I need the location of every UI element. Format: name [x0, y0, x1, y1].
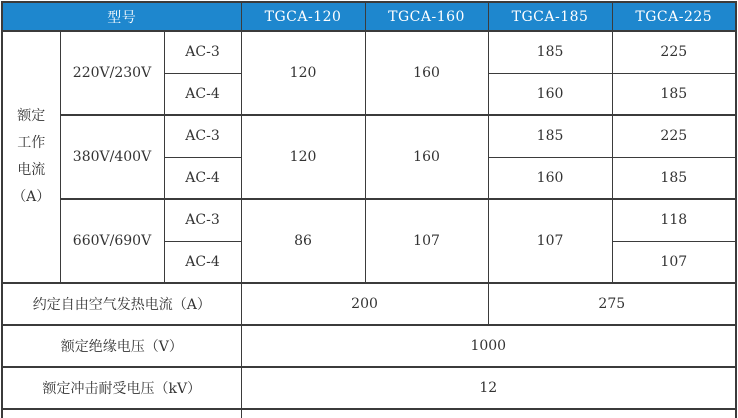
partial-label-cell: [2, 409, 241, 418]
current-value-cell: 225: [612, 115, 736, 157]
current-value-cell: 120: [241, 31, 365, 115]
ac-class-cell: AC-3: [164, 31, 241, 73]
impulse-voltage-label: 额定冲击耐受电压（kV）: [2, 367, 241, 409]
current-value-cell: 107: [365, 199, 488, 283]
row-insulation-voltage: [2, 325, 736, 367]
row-660v-ac3: [2, 199, 736, 241]
row-220v-ac3: [2, 31, 736, 73]
spec-table: [1, 1, 737, 418]
header-row: [2, 2, 736, 31]
ac-class-cell: AC-4: [164, 157, 241, 199]
row-thermal-current: [2, 283, 736, 325]
current-value-cell: 160: [365, 31, 488, 115]
model-header-tgca-225: TGCA-225: [612, 2, 736, 31]
rated-current-label-line3: 电流: [17, 162, 46, 178]
current-value-cell: 160: [488, 73, 612, 115]
insulation-voltage-value: 1000: [241, 325, 736, 367]
current-value-cell: 185: [612, 73, 736, 115]
row-380v-ac3: [2, 115, 736, 157]
row-partial-cutoff: [2, 409, 736, 418]
current-value-cell: 86: [241, 199, 365, 283]
rated-current-label: [2, 31, 60, 283]
ac-class-cell: AC-4: [164, 241, 241, 283]
partial-value-cell: [241, 409, 736, 418]
voltage-group-220v: 220V/230V: [60, 31, 164, 115]
ac-class-cell: AC-4: [164, 73, 241, 115]
model-header-tgca-160: TGCA-160: [365, 2, 488, 31]
thermal-current-label: 约定自由空气发热电流（A）: [2, 283, 241, 325]
insulation-voltage-label: 额定绝缘电压（V）: [2, 325, 241, 367]
current-value-cell: 185: [612, 157, 736, 199]
rated-current-label-line1: 额定: [17, 108, 46, 124]
rated-current-label-line4: （A）: [12, 189, 51, 205]
row-impulse-voltage: [2, 367, 736, 409]
thermal-current-value-right: 275: [488, 283, 736, 325]
current-value-cell: 185: [488, 31, 612, 73]
thermal-current-value-left: 200: [241, 283, 488, 325]
impulse-voltage-value: 12: [241, 367, 736, 409]
rated-current-label-line2: 工作: [17, 135, 46, 151]
model-header-tgca-185: TGCA-185: [488, 2, 612, 31]
current-value-cell: 120: [241, 115, 365, 199]
ac-class-cell: AC-3: [164, 199, 241, 241]
current-value-cell: 107: [612, 241, 736, 283]
model-column-header: 型号: [2, 2, 241, 31]
model-header-tgca-120: TGCA-120: [241, 2, 365, 31]
current-value-cell: 118: [612, 199, 736, 241]
ac-class-cell: AC-3: [164, 115, 241, 157]
current-value-cell: 107: [488, 199, 612, 283]
voltage-group-380v: 380V/400V: [60, 115, 164, 199]
current-value-cell: 225: [612, 31, 736, 73]
current-value-cell: 160: [488, 157, 612, 199]
current-value-cell: 185: [488, 115, 612, 157]
current-value-cell: 160: [365, 115, 488, 199]
voltage-group-660v: 660V/690V: [60, 199, 164, 283]
